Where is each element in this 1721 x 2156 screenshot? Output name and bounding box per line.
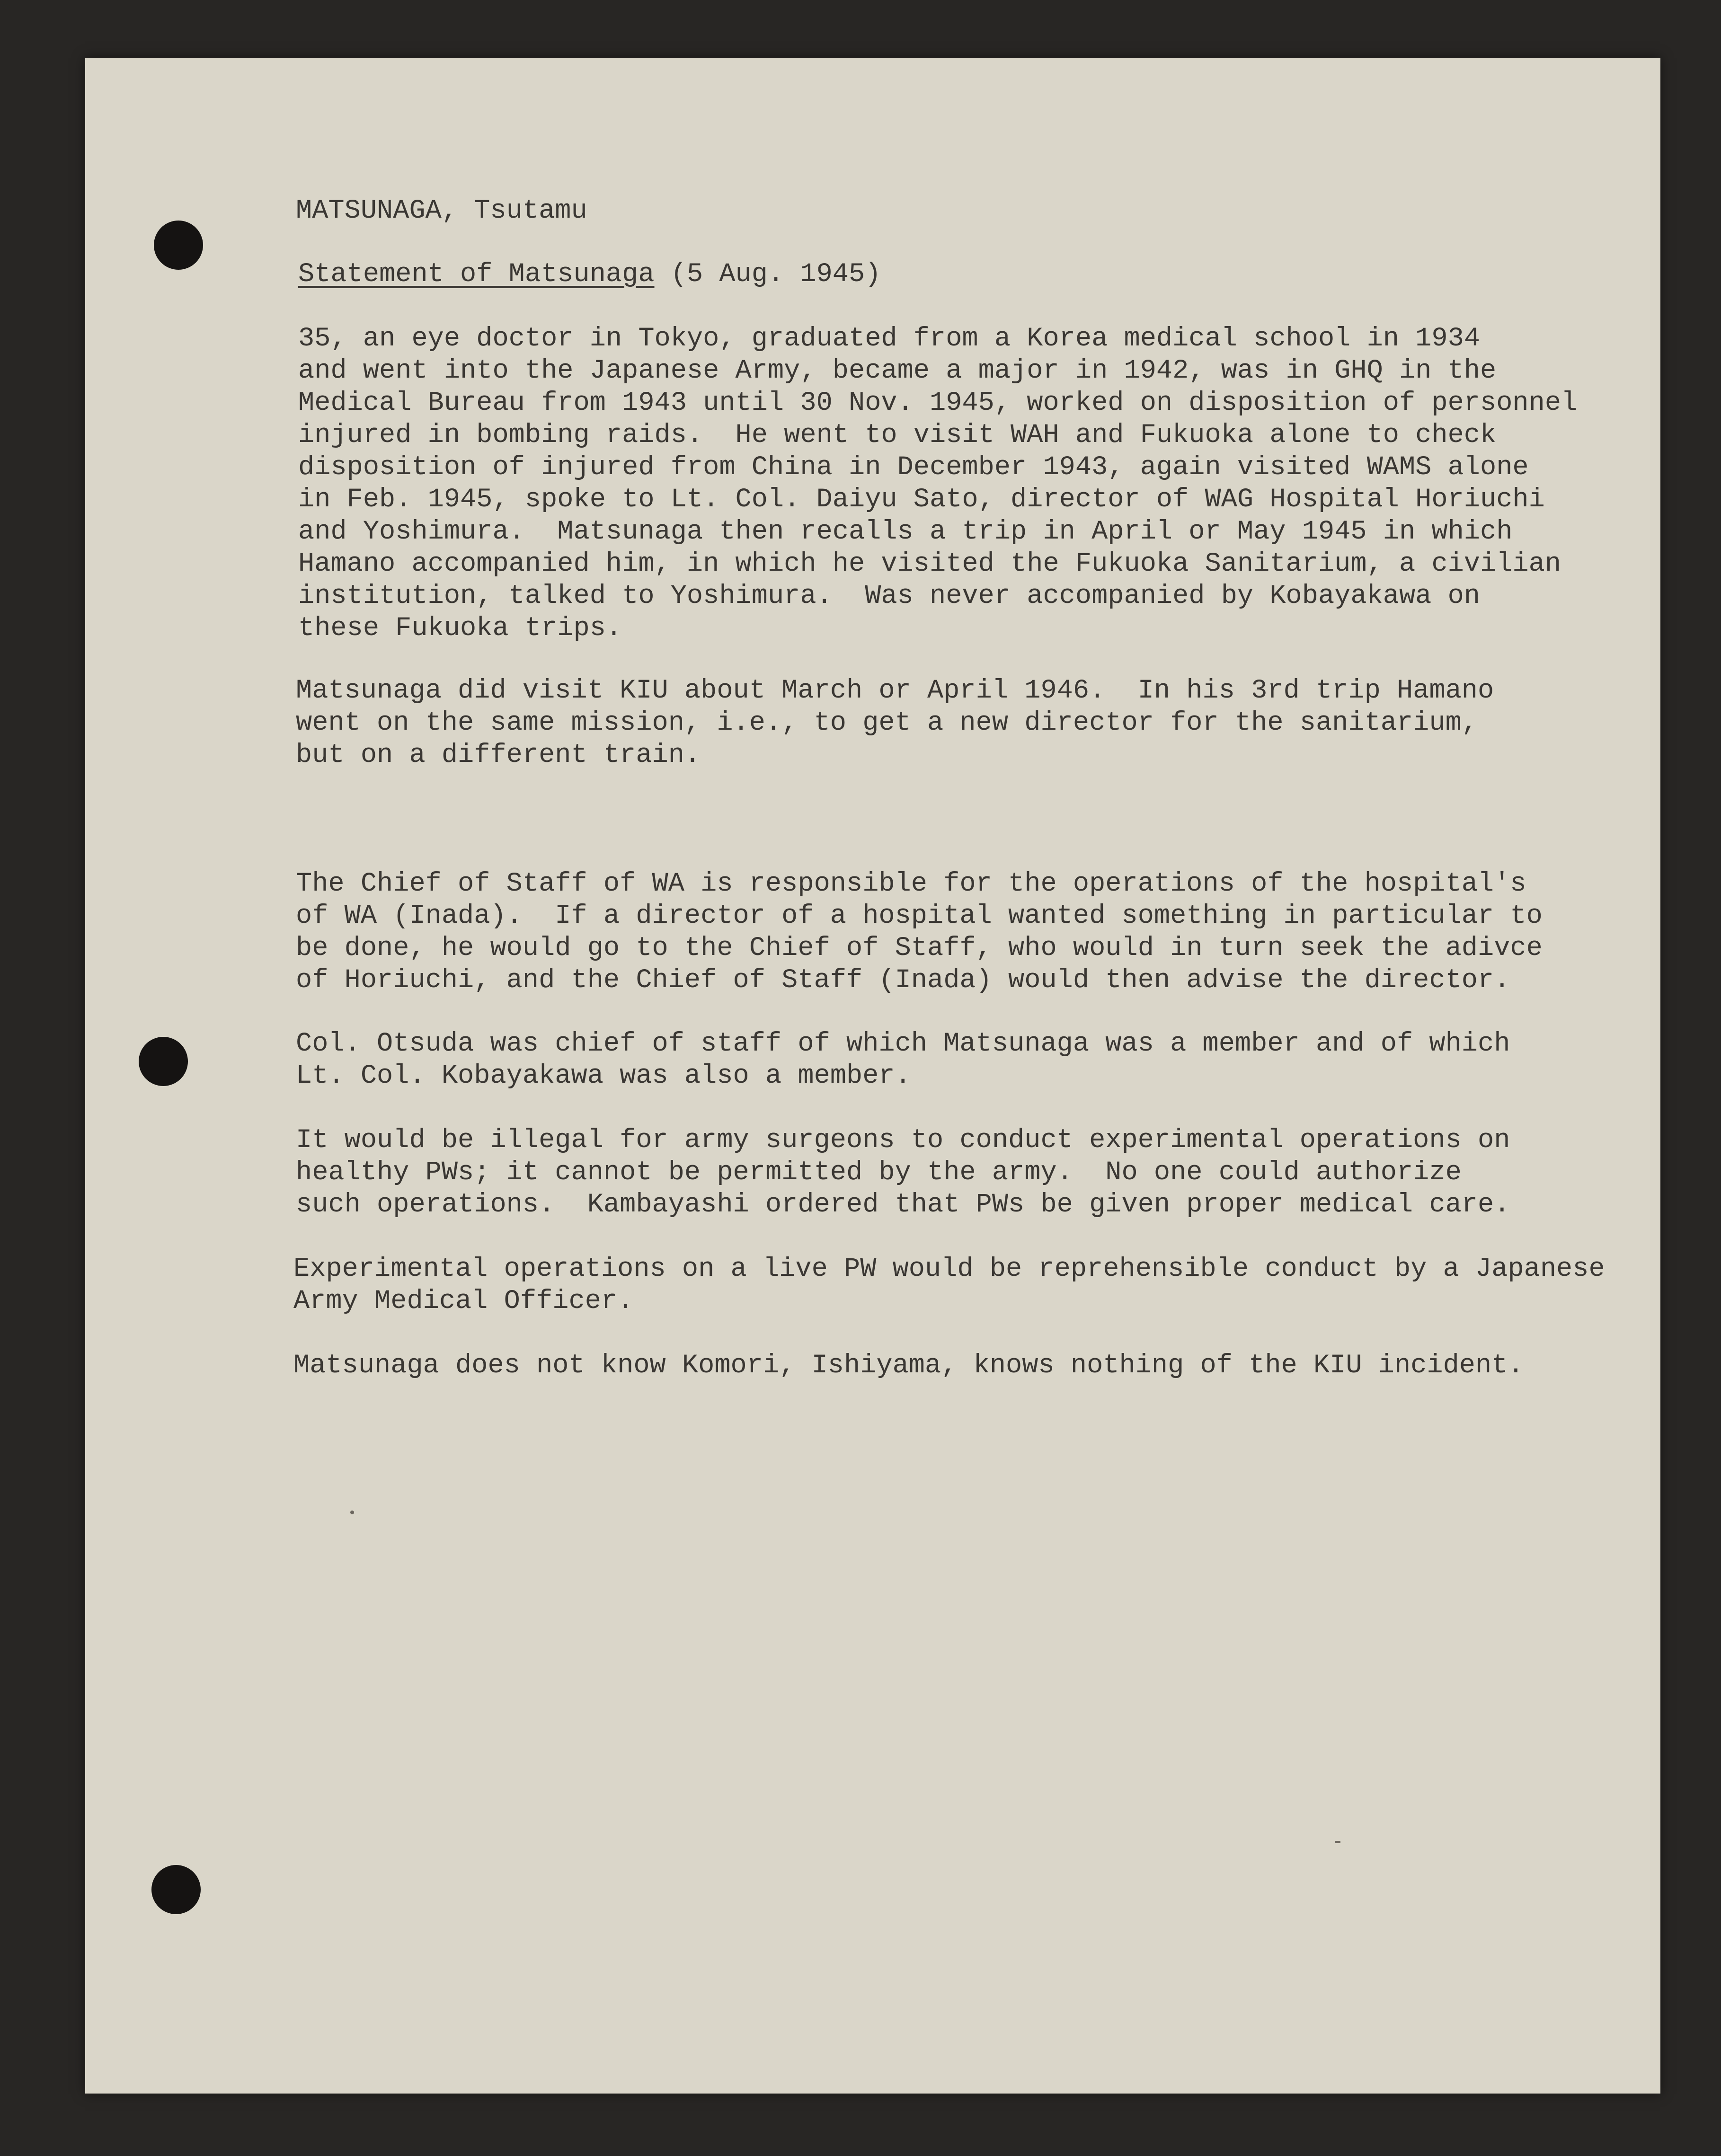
punch-hole-middle [139,1037,188,1086]
statement-date: (5 Aug. 1945) [654,259,881,290]
paragraph-illegal-operations: It would be illegal for army surgeons to conduct experimental operations on healthy PWs; it cannot be permitted by the army. No one could authorize such operations. Kambayashi ordered that PWs be given proper medical care. [296,1125,1510,1220]
paragraph-background: 35, an eye doctor in Tokyo, graduated from a Korea medical school in 1934 and went into the Japanese Army, became a major in 1942, was in GHQ in the Medical Bureau from 1943 until 30 Nov. 1945, worked on disposition of personnel injured in bombing raids. He went to visit WAH and Fukuoka alone to check disposition of injured from China in December 1943, again visited WAMS alone in Feb. 1945, spoke to Lt. Col. Daiyu Sato, director of WAG Hospital Horiuchi and Yoshimura. Matsunaga then recalls a trip in April or May 1945 in which Hamano accompanied him, in which he visited the Fukuoka Sanitarium, a civilian institution, talked to Yoshimura. Was never accompanied by Kobayakawa on these Fukuoka trips. [298,324,1578,644]
punch-hole-bottom [151,1865,201,1914]
statement-title-line [298,258,1671,291]
paragraph-reprehensible-conduct: Experimental operations on a live PW would be reprehensible conduct by a Japanese Army Medical Officer. [293,1254,1605,1317]
paragraph-no-knowledge: Matsunaga does not know Komori, Ishiyama, knows nothing of the KIU incident. [293,1351,1524,1381]
statement-title: Statement of Matsunaga [298,259,655,290]
punch-hole-top [154,221,203,270]
paragraph-kiu-visit: Matsunaga did visit KIU about March or April 1946. In his 3rd trip Hamano went on the same mission, i.e., to get a new director for the sanitarium, but on a different train. [296,676,1494,770]
paper-speck [350,1511,354,1514]
paragraph-chief-of-staff: The Chief of Staff of WA is responsible for the operations of the hospital's of WA (Inada). If a director of a hospital wanted something in particular to be done, he would go to the Chief of Staff, who would in turn seek the adivce of Horiuchi, and the Chief of Staff (Inada) would then advise the director. [296,869,1543,996]
document-heading: MATSUNAGA, Tsutamu [296,196,587,226]
document-page [85,58,1660,2094]
paragraph-otsuda: Col. Otsuda was chief of staff of which Matsunaga was a member and of which Lt. Col. Kobayakawa was also a member. [296,1029,1510,1091]
paper-speck [1335,1841,1340,1843]
